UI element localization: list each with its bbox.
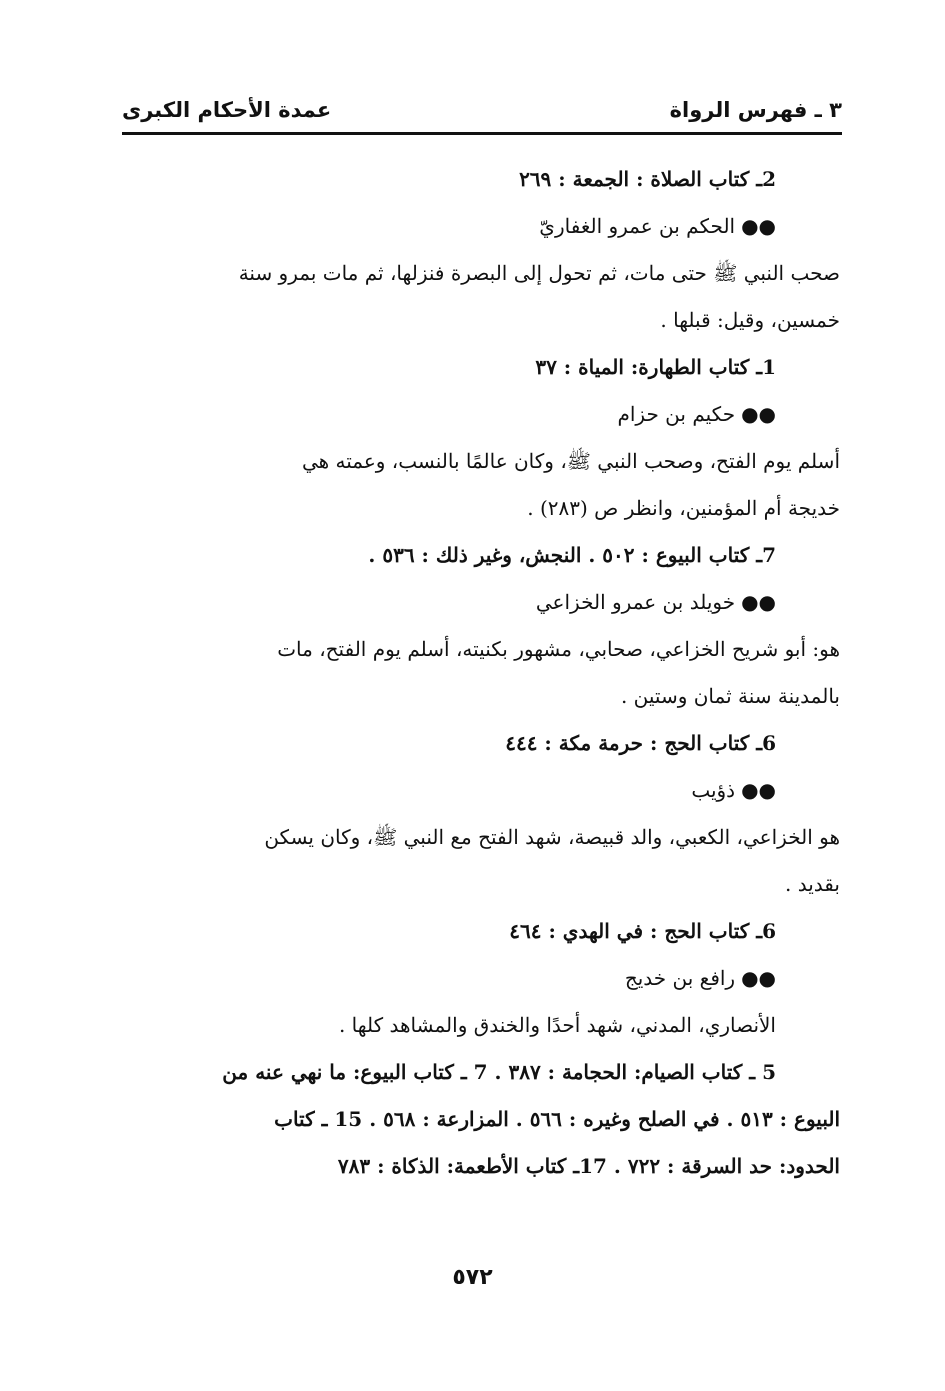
header-rule xyxy=(122,132,842,135)
book-title: عمدة الأحكام الكبرى xyxy=(122,98,332,122)
biography-line: أسلم يوم الفتح، وصحب النبي ﷺ، وكان عالمًا بالنسب، وعمته هي xyxy=(301,449,840,473)
running-header xyxy=(122,92,842,132)
biography-line: بالمدينة سنة ثمان وستين . xyxy=(620,684,840,708)
bullet-icon: ●● xyxy=(741,214,776,238)
reference-line: الحدود: حد السرقة : ٧٢٢ . 17ـ كتاب الأطعمة: الذكاة : ٧٨٣ xyxy=(337,1154,840,1178)
narrator-name: خويلد بن عمرو الخزاعي xyxy=(535,590,736,614)
reference-line: 1ـ كتاب الطهارة: المياة : ٣٧ xyxy=(535,355,776,379)
section-title: ٣ ـ فهرس الرواة xyxy=(669,98,842,122)
bullet-icon: ●● xyxy=(741,778,776,802)
narrator-heading xyxy=(122,391,840,438)
narrator-heading xyxy=(122,203,840,250)
narrator-heading xyxy=(122,955,840,1002)
narrator-name: رافع بن خديج xyxy=(624,966,736,990)
biography-line: صحب النبي ﷺ حتى مات، ثم تحول إلى البصرة فنزلها، ثم مات بمرو سنة xyxy=(238,261,840,285)
page-number: ٥٧٢ xyxy=(452,1265,493,1290)
biography-line: الأنصاري، المدني، شهد أحدًا والخندق والمشاهد كلها . xyxy=(338,1013,776,1037)
narrators-index-body xyxy=(122,156,840,1190)
biography-line: خديجة أم المؤمنين، وانظر ص (٢٨٣) . xyxy=(527,496,840,520)
reference-line: البيوع : ٥١٣ . في الصلح وغيره : ٥٦٦ . المزارعة : ٥٦٨ . 15 ـ كتاب xyxy=(274,1107,840,1131)
narrator-heading xyxy=(122,579,840,626)
bullet-icon: ●● xyxy=(741,402,776,426)
reference-line: 6ـ كتاب الحج : في الهدي : ٤٦٤ xyxy=(509,919,776,943)
biography-line: هو الخزاعي، الكعبي، والد قبيصة، شهد الفتح مع النبي ﷺ، وكان يسكن xyxy=(264,825,840,849)
reference-line: 6ـ كتاب الحج : حرمة مكة : ٤٤٤ xyxy=(505,731,776,755)
narrator-name: ذؤيب xyxy=(691,778,736,802)
biography-line: خمسين، وقيل: قبلها . xyxy=(660,308,840,332)
reference-line: 5 ـ كتاب الصيام: الحجامة : ٣٨٧ . 7 ـ كتاب البيوع: ما نهي عنه من xyxy=(222,1060,776,1084)
biography-line: بقديد . xyxy=(785,872,840,896)
bullet-icon: ●● xyxy=(741,966,776,990)
bullet-icon: ●● xyxy=(741,590,776,614)
reference-line: 7ـ كتاب البيوع : ٥٠٢ . النجش، وغير ذلك : ٥٣٦ . xyxy=(368,543,776,567)
biography-line: هو: أبو شريح الخزاعي، صحابي، مشهور بكنيته، أسلم يوم الفتح، مات xyxy=(277,637,840,661)
narrator-name: الحكم بن عمرو الغفاريّ xyxy=(539,214,736,238)
narrator-heading xyxy=(122,767,840,814)
reference-line: 2ـ كتاب الصلاة : الجمعة : ٢٦٩ xyxy=(519,167,776,191)
narrator-name: حكيم بن حزام xyxy=(617,402,736,426)
